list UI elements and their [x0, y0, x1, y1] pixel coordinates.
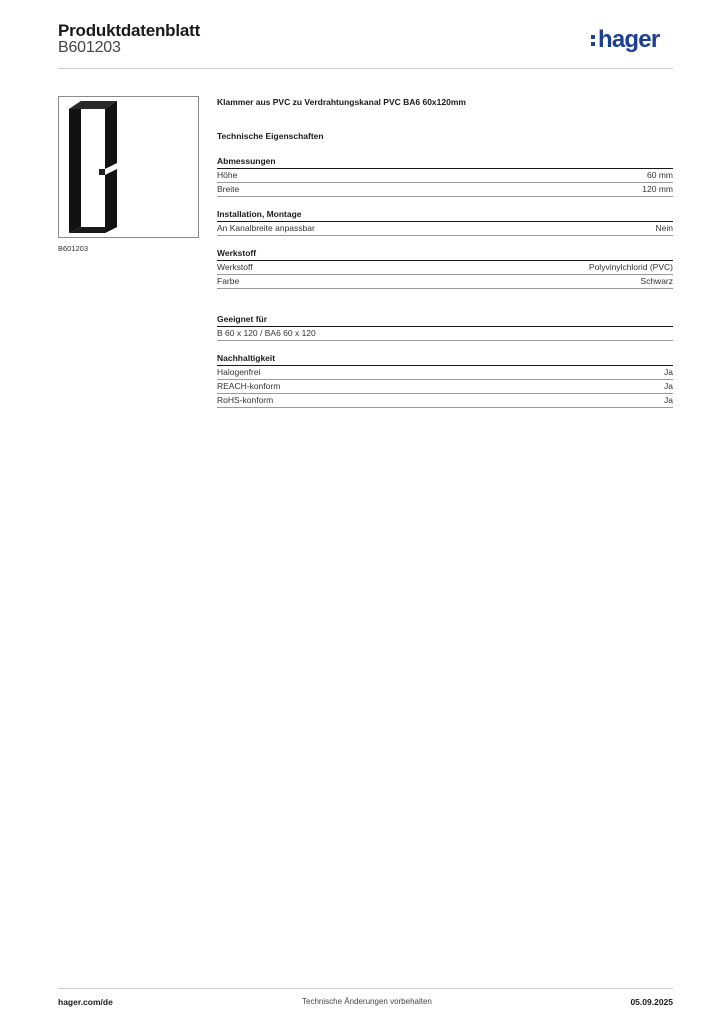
group-title: Abmessungen	[217, 155, 673, 169]
logo-text: hager	[598, 26, 660, 53]
row-label: An Kanalbreite anpassbar	[217, 223, 315, 233]
table-row	[217, 366, 673, 380]
logo-colon-icon	[591, 26, 596, 46]
row-value: 120 mm	[642, 184, 673, 194]
article-number: B601203	[58, 39, 121, 56]
footer-date: 05.09.2025	[630, 997, 673, 1007]
table-row	[217, 394, 673, 408]
group-material	[217, 247, 673, 289]
table-row	[217, 380, 673, 394]
row-value: Polyvinylchlorid (PVC)	[588, 262, 673, 272]
row-label: Halogenfrei	[217, 367, 261, 377]
row-label: REACH-konform	[217, 381, 281, 391]
group-installation	[217, 208, 673, 236]
product-name: Klammer aus PVC zu Verdrahtungskanal PVC BA6 60x120mm	[217, 97, 466, 107]
row-value: Ja	[664, 395, 673, 405]
table-row	[217, 261, 673, 275]
group-title: Installation, Montage	[217, 208, 673, 222]
table-row	[217, 327, 673, 341]
cable-clip-image	[59, 97, 198, 237]
row-value: Schwarz	[640, 276, 673, 286]
table-row	[217, 275, 673, 289]
table-row	[217, 222, 673, 236]
hager-logo	[591, 26, 659, 54]
group-title: Geeignet für	[217, 313, 673, 327]
row-label: Farbe	[217, 276, 240, 286]
row-value: Nein	[655, 223, 673, 233]
table-row	[217, 169, 673, 183]
header-divider	[58, 68, 673, 69]
row-value: Ja	[664, 381, 673, 391]
group-sustainability	[217, 352, 673, 408]
row-label: RoHS-konform	[217, 395, 274, 405]
group-suitable-for	[217, 313, 673, 341]
footer-notice: Technische Änderungen vorbehalten	[302, 997, 432, 1006]
product-image	[58, 96, 199, 238]
table-row	[217, 183, 673, 197]
row-value: Ja	[664, 367, 673, 377]
group-title: Werkstoff	[217, 247, 673, 261]
footer-divider	[58, 988, 673, 989]
row-label: Höhe	[217, 170, 238, 180]
row-label: Werkstoff	[217, 262, 253, 272]
row-value: 60 mm	[647, 170, 673, 180]
group-title: Nachhaltigkeit	[217, 352, 673, 366]
footer-website-link[interactable]: hager.com/de	[58, 997, 113, 1007]
row-label: Breite	[217, 184, 240, 194]
image-caption: B601203	[58, 244, 89, 253]
row-label: B 60 x 120 / BA6 60 x 120	[217, 328, 316, 338]
page-title: Produktdatenblatt	[58, 21, 201, 40]
section-title: Technische Eigenschaften	[217, 131, 324, 141]
group-dimensions	[217, 155, 673, 197]
